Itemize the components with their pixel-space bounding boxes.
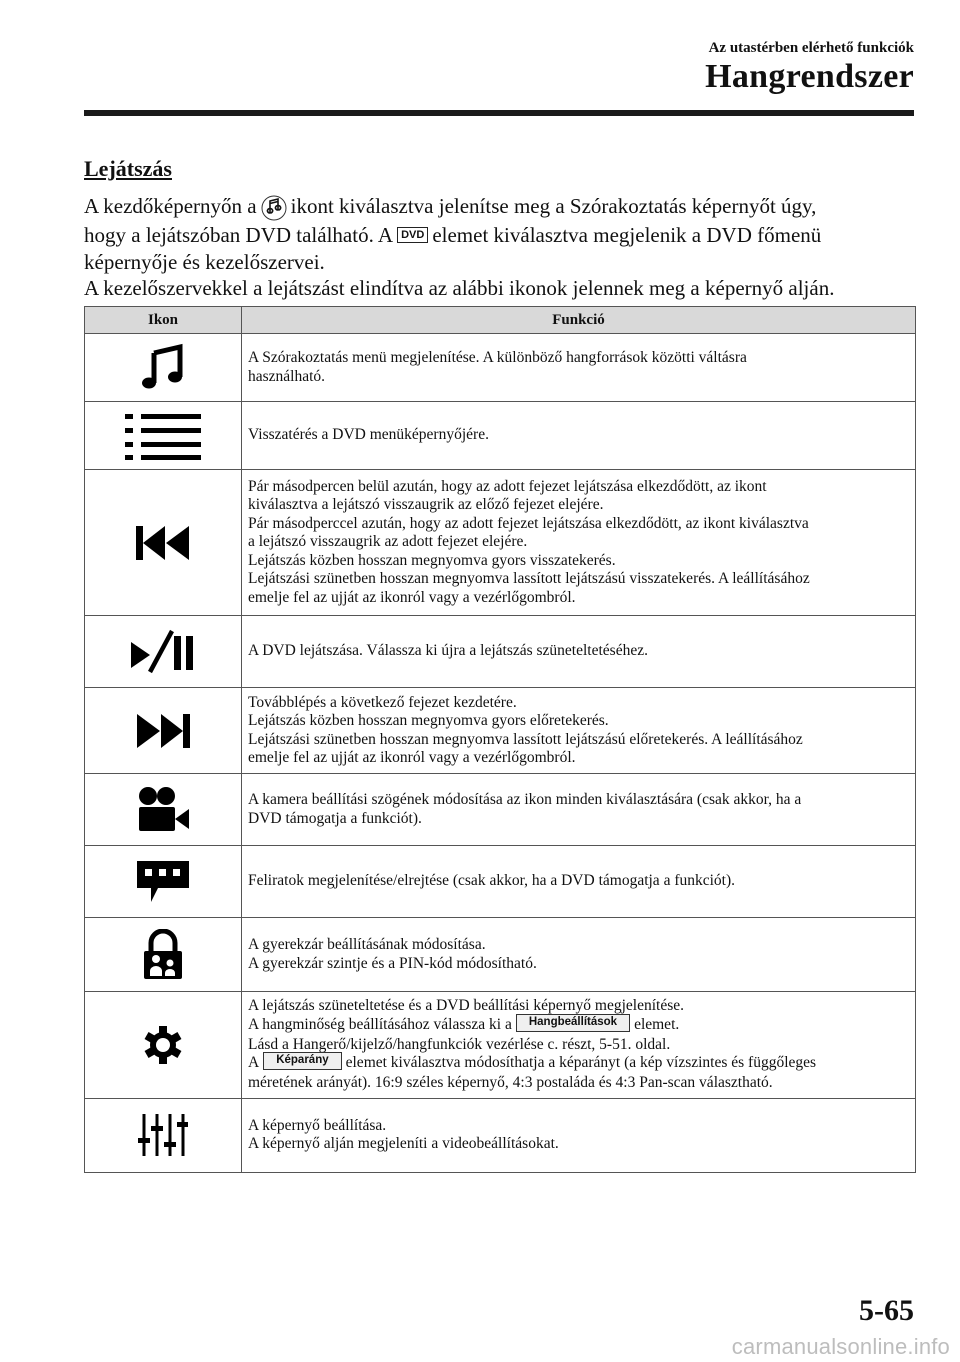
child-lock-icon xyxy=(85,918,242,992)
function-description xyxy=(242,774,916,846)
table-row xyxy=(85,918,916,992)
table-row xyxy=(85,334,916,402)
camera-angle-icon xyxy=(85,774,242,846)
description-line: Pár másodpercen belül azután, hogy az adott fejezet lejátszása elkezdődött, az ikont xyxy=(248,477,767,495)
function-description xyxy=(242,402,916,470)
table-header-row xyxy=(85,307,916,334)
description-line xyxy=(248,1016,909,1036)
description-line: Lejátszási szünetben hosszan megnyomva lassított lejátszású visszatekerés. A leállításához xyxy=(248,570,810,588)
description-line: emelje fel az ujját az ikonról vagy a vezérlőgombról. xyxy=(248,588,576,606)
skip-next-icon xyxy=(85,688,242,774)
description-line xyxy=(248,1054,909,1074)
table-row xyxy=(85,616,916,688)
gear-icon xyxy=(85,992,242,1099)
table-row xyxy=(85,846,916,918)
function-description xyxy=(242,1098,916,1172)
section-title: Az utastérben elérhető funkciók xyxy=(708,40,914,56)
video-settings-icon xyxy=(85,1098,242,1172)
intro-line-4: A kezelőszervekkel a lejátszást elindítva az alábbi ikonok jelennek meg a képernyő alján. xyxy=(84,276,835,301)
description-line: Visszatérés a DVD menüképernyőjére. xyxy=(248,426,489,444)
function-description xyxy=(242,334,916,402)
section-heading: Lejátszás xyxy=(84,156,172,181)
header-rule xyxy=(84,110,914,116)
table-row xyxy=(85,992,916,1099)
intro-line-2 xyxy=(84,222,924,249)
intro-text: hogy a lejátszóban DVD található. A xyxy=(84,223,394,248)
menu-list-icon xyxy=(85,402,242,470)
description-line: Továbblépés a következő fejezet kezdetére. xyxy=(248,693,517,711)
description-line: használható. xyxy=(248,367,326,385)
play-pause-icon xyxy=(85,616,242,688)
intro-paragraph xyxy=(84,193,924,302)
description-text: elemet kiválasztva módosíthatja a képarányt (a kép vízszintes és függőleges xyxy=(345,1054,817,1071)
column-header-function: Funkció xyxy=(242,307,916,334)
table-row xyxy=(85,1098,916,1172)
description-line: A Szórakoztatás menü megjelenítése. A különböző hangforrások közötti váltásra xyxy=(248,349,747,366)
skip-previous-icon xyxy=(85,470,242,616)
description-line: méretének arányát). 16:9 széles képernyő, 4:3 postaláda és 4:3 Pan-scan választható. xyxy=(248,1074,773,1091)
dvd-button-label: DVD xyxy=(397,227,428,243)
aspect-ratio-button-label: Képarány xyxy=(263,1052,341,1070)
description-line: A képernyő beállítása. xyxy=(248,1116,387,1134)
description-line: Lejátszási szünetben hosszan megnyomva lassított lejátszású előretekerés. A leállításához xyxy=(248,730,803,748)
description-line: A kamera beállítási szögének módosítása az ikon minden kiválasztására (csak akkor, ha a xyxy=(248,791,802,808)
description-text: A hangminőség beállításához válassza ki a xyxy=(248,1015,512,1033)
description-line: A gyerekzár beállításának módosítása. xyxy=(248,936,486,953)
table-row xyxy=(85,688,916,774)
description-line: DVD támogatja a funkciót). xyxy=(248,809,422,827)
description-line: a lejátszó visszaugrik az adott fejezet elejére. xyxy=(248,533,528,551)
description-line: Lejátszás közben hosszan megnyomva gyors visszatekerés. xyxy=(248,551,616,569)
function-description xyxy=(242,470,916,616)
column-header-icon: Ikon xyxy=(85,307,242,334)
function-description xyxy=(242,616,916,688)
watermark: carmanualsonline.info xyxy=(731,1334,950,1359)
function-description xyxy=(242,918,916,992)
music-note-icon xyxy=(261,194,287,222)
table-row xyxy=(85,402,916,470)
table-row xyxy=(85,470,916,616)
intro-line-1 xyxy=(84,193,924,222)
intro-text: ikont kiválasztva jelenítse meg a Szórakoztatás képernyőt úgy, xyxy=(290,194,817,218)
music-note-icon xyxy=(85,334,242,402)
description-line: A DVD lejátszása. Válassza ki újra a lejátszás szüneteltetéséhez. xyxy=(248,642,648,660)
description-line: Lejátszás közben hosszan megnyomva gyors előretekerés. xyxy=(248,712,609,729)
description-line: A képernyő alján megjeleníti a videobeállításokat. xyxy=(248,1135,559,1152)
function-description xyxy=(242,846,916,918)
page-number: 5-65 xyxy=(859,1294,914,1327)
description-line: A gyerekzár szintje és a PIN-kód módosítható. xyxy=(248,954,537,972)
intro-text: elemet kiválasztva megjelenik a DVD főmenü xyxy=(432,223,822,248)
description-line: kiválasztva a lejátszó visszaugrik az előző fejezet elejére. xyxy=(248,496,604,514)
description-line: Lásd a Hangerő/kijelző/hangfunkciók vezérlése c. részt, 5-51. oldal. xyxy=(248,1035,671,1053)
description-line: Pár másodperccel azután, hogy az adott fejezet lejátszása elkezdődött, az ikont kiválasztva xyxy=(248,514,809,532)
sound-settings-button-label: Hangbeállítások xyxy=(516,1014,630,1032)
chapter-title: Hangrendszer xyxy=(705,58,914,95)
description-text: A xyxy=(248,1054,260,1071)
description-line: emelje fel az ujját az ikonról vagy a vezérlőgombról. xyxy=(248,749,576,766)
intro-text: A kezdőképernyőn a xyxy=(84,194,257,218)
description-text: elemet. xyxy=(634,1015,680,1033)
table-row xyxy=(85,774,916,846)
subtitle-icon xyxy=(85,846,242,918)
description-line: A lejátszás szüneteltetése és a DVD beállítási képernyő megjelenítése. xyxy=(248,997,684,1014)
function-table xyxy=(84,306,916,1173)
description-line: Feliratok megjelenítése/elrejtése (csak akkor, ha a DVD támogatja a funkciót). xyxy=(248,872,736,890)
intro-line-3: képernyője és kezelőszervei. xyxy=(84,249,325,274)
function-description xyxy=(242,688,916,774)
function-description xyxy=(242,992,916,1099)
